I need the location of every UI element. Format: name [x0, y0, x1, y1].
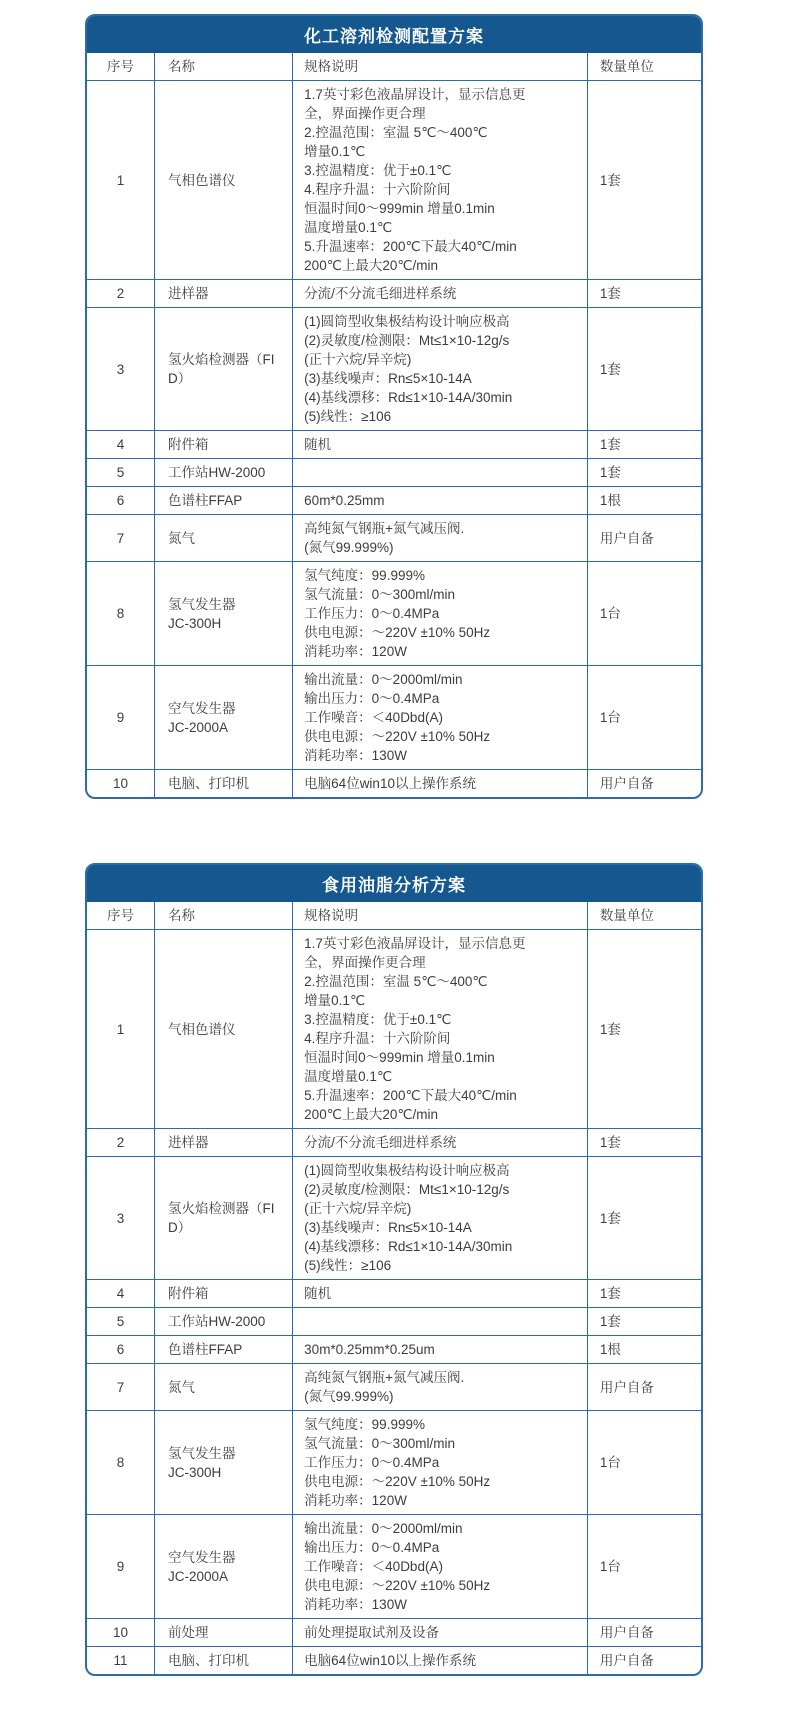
- cell-name: [155, 1619, 293, 1647]
- text-line: 电脑、打印机: [168, 1653, 250, 1668]
- cell-no: 4: [87, 431, 155, 459]
- text-line: 200℃上最大20℃/min: [304, 258, 439, 273]
- text-line: 供电电源：～220V ±10% 50Hz: [304, 1578, 491, 1593]
- text-line: 5.升温速率：200℃下最大40℃/min: [304, 1088, 517, 1103]
- cell-spec: [293, 308, 588, 431]
- text-line: 电脑64位win10以上操作系统: [304, 776, 476, 791]
- cell-name: [155, 515, 293, 562]
- cell-qty: 1台: [587, 1515, 701, 1619]
- cell-spec: [293, 280, 588, 308]
- cell-name: [155, 666, 293, 770]
- cell-name: [155, 1157, 293, 1280]
- table-row: [87, 459, 701, 487]
- cell-qty: 1台: [587, 666, 701, 770]
- cell-no: 7: [87, 1364, 155, 1411]
- text-line: (3)基线噪声：Rn≤5×10-14A: [304, 371, 472, 386]
- text-line: 供电电源：～220V ±10% 50Hz: [304, 625, 491, 640]
- cell-qty: 1套: [587, 308, 701, 431]
- column-header: 名称: [155, 902, 293, 930]
- text-line: 随机: [304, 437, 332, 452]
- table-row: [87, 770, 701, 798]
- cell-name: [155, 562, 293, 666]
- cell-qty: 1套: [587, 1280, 701, 1308]
- column-header: 序号: [87, 53, 155, 81]
- text-line: 前处理提取试剂及设备: [304, 1625, 440, 1640]
- text-line: 消耗功率：120W: [304, 1493, 407, 1508]
- text-line: 工作噪音：＜40Dbd(A): [304, 1559, 443, 1574]
- cell-qty: 1台: [587, 562, 701, 666]
- cell-qty: 1套: [587, 459, 701, 487]
- cell-spec: [293, 1308, 588, 1336]
- text-line: 温度增量0.1℃: [304, 1069, 393, 1084]
- cell-no: 2: [87, 280, 155, 308]
- column-header: 序号: [87, 902, 155, 930]
- cell-name: [155, 1364, 293, 1411]
- cell-spec: [293, 1647, 588, 1675]
- text-line: (氮气99.999%): [304, 1389, 394, 1404]
- text-line: 30m*0.25mm*0.25um: [304, 1342, 435, 1357]
- text-line: 进样器: [168, 286, 209, 301]
- text-line: 氢气流量：0～300ml/min: [304, 587, 455, 602]
- cell-name: [155, 1129, 293, 1157]
- cell-spec: [293, 81, 588, 280]
- table-row: [87, 280, 701, 308]
- cell-spec: [293, 487, 588, 515]
- spec-table-edible-oil: [87, 902, 701, 1674]
- text-line: 3.控温精度：优于±0.1℃: [304, 163, 452, 178]
- text-line: 工作站HW-2000: [168, 1314, 266, 1329]
- table-row: [87, 1364, 701, 1411]
- panel-chemical-solvent-plan: [85, 14, 703, 799]
- text-line: JC-2000A: [168, 1568, 229, 1584]
- table-row: [87, 487, 701, 515]
- cell-name: [155, 1308, 293, 1336]
- text-line: 气相色谱仪: [168, 1021, 236, 1037]
- cell-name: [155, 1515, 293, 1619]
- table-row: [87, 308, 701, 431]
- cell-name: [155, 930, 293, 1129]
- cell-spec: [293, 1515, 588, 1619]
- cell-spec: [293, 459, 588, 487]
- text-line: 60m*0.25mm: [304, 493, 385, 508]
- cell-spec: [293, 431, 588, 459]
- cell-name: [155, 431, 293, 459]
- text-line: 1.7英寸彩色液晶屏设计，显示信息更: [304, 936, 526, 951]
- cell-spec: [293, 1129, 588, 1157]
- table-row: [87, 1157, 701, 1280]
- cell-no: 5: [87, 1308, 155, 1336]
- cell-no: 3: [87, 1157, 155, 1280]
- cell-spec: [293, 1619, 588, 1647]
- text-line: 工作压力：0～0.4MPa: [304, 1455, 440, 1470]
- text-line: 氢气流量：0～300ml/min: [304, 1436, 455, 1451]
- text-line: 氢气发生器: [168, 596, 236, 612]
- column-header: 数量单位: [587, 902, 701, 930]
- table-header: [87, 902, 701, 930]
- column-header: 规格说明: [293, 53, 588, 81]
- text-line: 氢气发生器: [168, 1445, 236, 1461]
- cell-no: 8: [87, 1411, 155, 1515]
- text-line: 氮气: [168, 1379, 196, 1395]
- cell-spec: [293, 930, 588, 1129]
- text-line: JC-300H: [168, 615, 222, 631]
- text-line: 消耗功率：130W: [304, 1597, 407, 1612]
- spec-table-chemical-solvent: [87, 53, 701, 797]
- table-row: [87, 1129, 701, 1157]
- text-line: 输出流量：0～2000ml/min: [304, 1521, 463, 1536]
- text-line: 高纯氮气钢瓶+氮气减压阀.: [304, 1370, 465, 1385]
- text-line: 4.程序升温：十六阶阶间: [304, 182, 451, 197]
- cell-no: 9: [87, 666, 155, 770]
- cell-no: 8: [87, 562, 155, 666]
- text-line: 分流/不分流毛细进样系统: [304, 286, 457, 301]
- cell-name: [155, 308, 293, 431]
- column-header: 名称: [155, 53, 293, 81]
- cell-qty: 用户自备: [587, 1619, 701, 1647]
- cell-qty: 1根: [587, 1336, 701, 1364]
- column-header: 规格说明: [293, 902, 588, 930]
- text-line: 1.7英寸彩色液晶屏设计，显示信息更: [304, 87, 526, 102]
- text-line: 分流/不分流毛细进样系统: [304, 1135, 457, 1150]
- cell-qty: 1套: [587, 431, 701, 459]
- cell-qty: 1套: [587, 1129, 701, 1157]
- cell-qty: 用户自备: [587, 515, 701, 562]
- text-line: (1)圆筒型收集极结构设计响应极高: [304, 314, 510, 329]
- cell-name: [155, 81, 293, 280]
- table-body: [87, 930, 701, 1675]
- table-row: [87, 81, 701, 280]
- cell-spec: [293, 1411, 588, 1515]
- cell-no: 11: [87, 1647, 155, 1675]
- text-line: 5.升温速率：200℃下最大40℃/min: [304, 239, 517, 254]
- text-line: 氮气: [168, 530, 196, 546]
- text-line: 电脑64位win10以上操作系统: [304, 1653, 476, 1668]
- text-line: 氢气纯度：99.999%: [304, 568, 425, 583]
- table-row: [87, 1515, 701, 1619]
- cell-no: 2: [87, 1129, 155, 1157]
- cell-no: 5: [87, 459, 155, 487]
- text-line: 输出压力：0～0.4MPa: [304, 1540, 440, 1555]
- cell-qty: 1台: [587, 1411, 701, 1515]
- text-line: (1)圆筒型收集极结构设计响应极高: [304, 1163, 510, 1178]
- text-line: 3.控温精度：优于±0.1℃: [304, 1012, 452, 1027]
- text-line: (5)线性：≥106: [304, 409, 392, 424]
- text-line: 恒温时间0～999min 增量0.1min: [304, 1050, 495, 1065]
- text-line: JC-300H: [168, 1464, 222, 1480]
- cell-spec: [293, 1280, 588, 1308]
- text-line: 全，界面操作更合理: [304, 955, 426, 970]
- text-line: 消耗功率：130W: [304, 748, 407, 763]
- text-line: 氢火焰检测器（FID）: [168, 1201, 275, 1235]
- text-line: 2.控温范围：室温 5℃～400℃: [304, 125, 488, 140]
- text-line: 工作站HW-2000: [168, 465, 266, 480]
- text-line: 增量0.1℃: [304, 144, 366, 159]
- table-row: [87, 1411, 701, 1515]
- table-row: [87, 1647, 701, 1675]
- text-line: 输出流量：0～2000ml/min: [304, 672, 463, 687]
- text-line: 供电电源：～220V ±10% 50Hz: [304, 1474, 491, 1489]
- cell-qty: 1套: [587, 930, 701, 1129]
- cell-no: 1: [87, 930, 155, 1129]
- text-line: 空气发生器: [168, 1549, 236, 1565]
- cell-qty: 用户自备: [587, 770, 701, 798]
- text-line: 高纯氮气钢瓶+氮气减压阀.: [304, 521, 465, 536]
- cell-name: [155, 1647, 293, 1675]
- table-row: [87, 1619, 701, 1647]
- table-row: [87, 562, 701, 666]
- cell-qty: 1套: [587, 280, 701, 308]
- text-line: (2)灵敏度/检测限：Mt≤1×10-12g/s: [304, 1182, 510, 1197]
- cell-name: [155, 459, 293, 487]
- table-title-edible-oil: 食用油脂分析方案: [87, 865, 701, 902]
- cell-no: 9: [87, 1515, 155, 1619]
- cell-no: 1: [87, 81, 155, 280]
- cell-no: 10: [87, 770, 155, 798]
- text-line: 电脑、打印机: [168, 776, 250, 791]
- text-line: 消耗功率：120W: [304, 644, 407, 659]
- table-row: [87, 1336, 701, 1364]
- text-line: 恒温时间0～999min 增量0.1min: [304, 201, 495, 216]
- text-line: 全，界面操作更合理: [304, 106, 426, 121]
- table-row: [87, 431, 701, 459]
- panel-edible-oil-plan: [85, 863, 703, 1676]
- text-line: (正十六烷/异辛烷): [304, 1201, 412, 1216]
- cell-no: 4: [87, 1280, 155, 1308]
- cell-spec: [293, 1336, 588, 1364]
- text-line: 工作压力：0～0.4MPa: [304, 606, 440, 621]
- text-line: 增量0.1℃: [304, 993, 366, 1008]
- text-line: 氢气纯度：99.999%: [304, 1417, 425, 1432]
- cell-name: [155, 280, 293, 308]
- cell-qty: 1套: [587, 1308, 701, 1336]
- text-line: 输出压力：0～0.4MPa: [304, 691, 440, 706]
- text-line: 200℃上最大20℃/min: [304, 1107, 439, 1122]
- text-line: (3)基线噪声：Rn≤5×10-14A: [304, 1220, 472, 1235]
- cell-name: [155, 1336, 293, 1364]
- text-line: 供电电源：～220V ±10% 50Hz: [304, 729, 491, 744]
- text-line: JC-2000A: [168, 719, 229, 735]
- cell-spec: [293, 515, 588, 562]
- table-row: [87, 515, 701, 562]
- table-row: [87, 930, 701, 1129]
- text-line: 4.程序升温：十六阶阶间: [304, 1031, 451, 1046]
- header-row: [87, 902, 701, 930]
- cell-name: [155, 770, 293, 798]
- column-header: 数量单位: [587, 53, 701, 81]
- table-row: [87, 666, 701, 770]
- cell-no: 10: [87, 1619, 155, 1647]
- cell-spec: [293, 666, 588, 770]
- text-line: 色谱柱FFAP: [168, 1342, 243, 1357]
- text-line: 2.控温范围：室温 5℃～400℃: [304, 974, 488, 989]
- table-row: [87, 1280, 701, 1308]
- text-line: 随机: [304, 1286, 332, 1301]
- cell-no: 6: [87, 487, 155, 515]
- text-line: (4)基线漂移：Rd≤1×10-14A/30min: [304, 390, 513, 405]
- cell-spec: [293, 562, 588, 666]
- cell-qty: 1根: [587, 487, 701, 515]
- cell-qty: 1套: [587, 81, 701, 280]
- header-row: [87, 53, 701, 81]
- text-line: 氢火焰检测器（FID）: [168, 352, 275, 386]
- text-line: 附件箱: [168, 1286, 209, 1301]
- text-line: 气相色谱仪: [168, 172, 236, 188]
- cell-name: [155, 1280, 293, 1308]
- text-line: (5)线性：≥106: [304, 1258, 392, 1273]
- cell-qty: 用户自备: [587, 1364, 701, 1411]
- text-line: 进样器: [168, 1135, 209, 1150]
- text-line: 色谱柱FFAP: [168, 493, 243, 508]
- text-line: (2)灵敏度/检测限：Mt≤1×10-12g/s: [304, 333, 510, 348]
- table-title-chemical-solvent: 化工溶剂检测配置方案: [87, 16, 701, 53]
- cell-no: 6: [87, 1336, 155, 1364]
- text-line: (4)基线漂移：Rd≤1×10-14A/30min: [304, 1239, 513, 1254]
- cell-spec: [293, 1157, 588, 1280]
- cell-spec: [293, 770, 588, 798]
- text-line: 前处理: [168, 1625, 209, 1640]
- cell-no: 3: [87, 308, 155, 431]
- table-header: [87, 53, 701, 81]
- cell-spec: [293, 1364, 588, 1411]
- text-line: 工作噪音：＜40Dbd(A): [304, 710, 443, 725]
- text-line: (正十六烷/异辛烷): [304, 352, 412, 367]
- cell-no: 7: [87, 515, 155, 562]
- table-body: [87, 81, 701, 798]
- cell-name: [155, 1411, 293, 1515]
- text-line: (氮气99.999%): [304, 540, 394, 555]
- text-line: 附件箱: [168, 437, 209, 452]
- table-row: [87, 1308, 701, 1336]
- cell-name: [155, 487, 293, 515]
- text-line: 空气发生器: [168, 700, 236, 716]
- cell-qty: 用户自备: [587, 1647, 701, 1675]
- text-line: 温度增量0.1℃: [304, 220, 393, 235]
- cell-qty: 1套: [587, 1157, 701, 1280]
